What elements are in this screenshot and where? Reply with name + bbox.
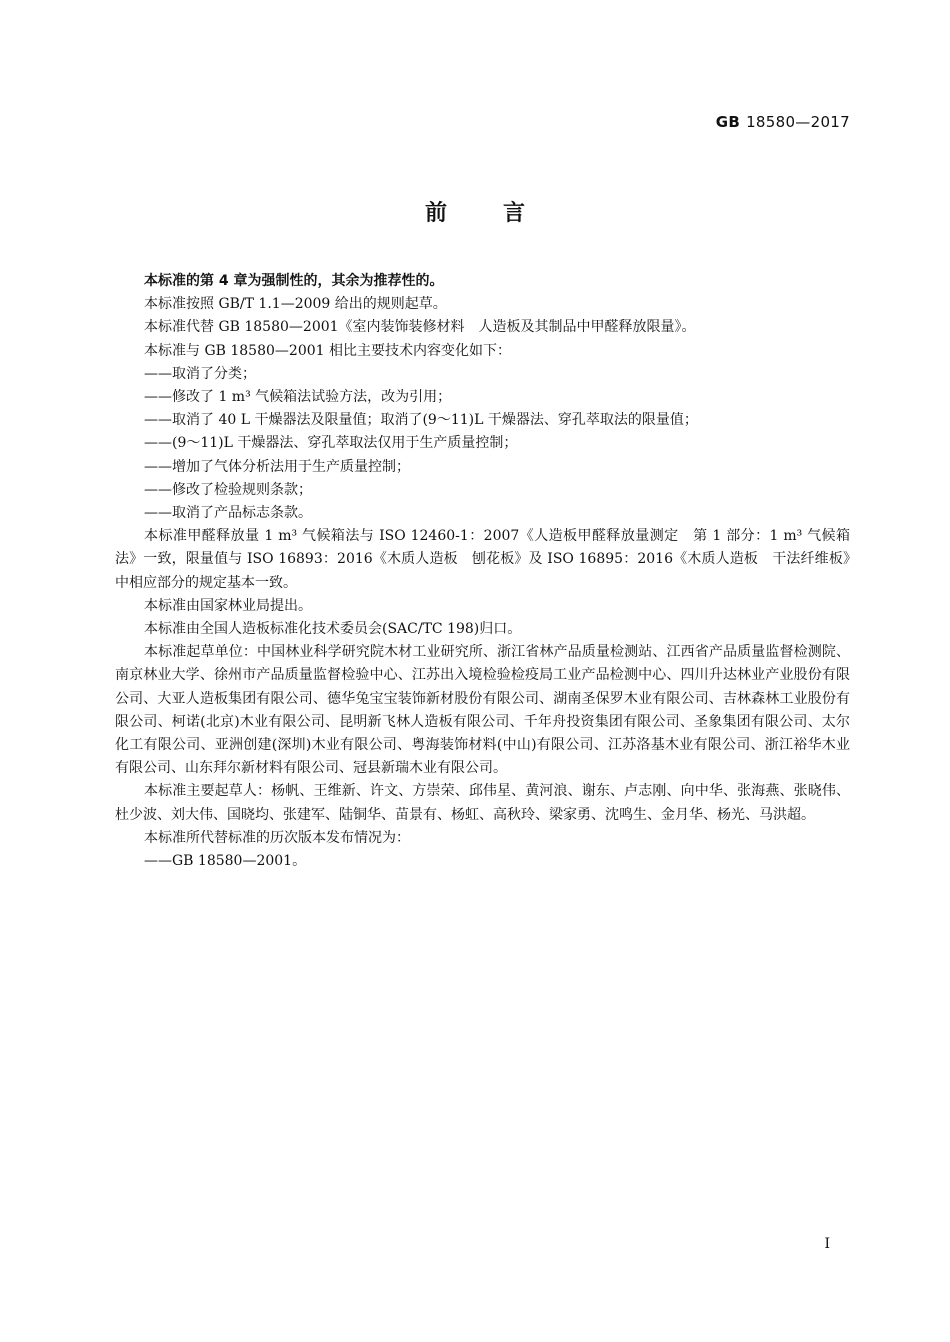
foreword-body [115, 270, 850, 873]
change-item: ——增加了气体分析法用于生产质量控制； [144, 458, 410, 475]
standard-number [716, 113, 850, 131]
drafters-paragraph: 本标准主要起草人：杨帆、王维新、许文、方崇荣、邱伟星、黄河浪、谢东、卢志刚、向中华、张海燕、张晓伟、杜少波、刘大伟、国晓均、张建军、陆铜华、苗景有、杨虹、高秋玲、梁家勇、沈鸣生、金月华、杨光、马洪超。 [115, 783, 850, 823]
change-item: ——取消了产品标志条款。 [144, 505, 312, 522]
iso-consistency-paragraph: 本标准甲醛释放量 1 m³ 气候箱法与 ISO 12460-1：2007《人造板甲醛释放量测定 第 1 部分：1 m³ 气候箱法》一致，限量值与 ISO 16893：2016《木质人造板 刨花板》及 ISO 16895：2016《木质人造板 干法纤维板》中相应部分的规定基本一致。 [115, 528, 850, 591]
drafting-rules-paragraph: 本标准按照 GB/T 1.1—2009 给出的规则起草。 [144, 296, 447, 313]
standard-code: 18580—2017 [746, 113, 850, 131]
centralized-by-paragraph: 本标准由全国人造板标准化技术委员会(SAC/TC 198)归口。 [144, 621, 522, 638]
history-item: ——GB 18580—2001。 [144, 853, 307, 870]
page-number: I [824, 1236, 830, 1252]
proposed-by-paragraph: 本标准由国家林业局提出。 [144, 597, 312, 614]
changes-intro: 本标准与 GB 18580—2001 相比主要技术内容变化如下： [144, 342, 511, 359]
drafting-units-paragraph: 本标准起草单位：中国林业科学研究院木材工业研究所、浙江省林产品质量检测站、江西省产品质量监督检测院、南京林业大学、徐州市产品质量监督检验中心、江苏出入境检验检疫局工业产品检测中心、四川升达林业产业股份有限公司、大亚人造板集团有限公司、德华兔宝宝装饰新材股份有限公司、湖南圣保罗木业有限公司、吉林森林工业股份有限公司、柯诺(北京)木业有限公司、昆明新飞林人造板有限公司、千年舟投资集团有限公司、圣象集团有限公司、太尔化工有限公司、亚洲创建(深圳)木业有限公司、粤海装饰材料(中山)有限公司、江苏洛基木业有限公司、浙江裕华木业有限公司、山东拜尔新材料有限公司、冠县新瑞木业有限公司。 [115, 644, 850, 777]
change-item: ——(9～11)L 干燥器法、穿孔萃取法仅用于生产质量控制； [144, 435, 518, 452]
page-title: 前言 [424, 201, 581, 226]
replaces-paragraph: 本标准代替 GB 18580—2001《室内装饰装修材料 人造板及其制品中甲醛释放限量》。 [144, 319, 696, 336]
change-item: ——修改了 1 m³ 气候箱法试验方法，改为引用； [144, 389, 452, 406]
change-item: ——修改了检验规则条款； [144, 481, 312, 498]
standard-prefix: GB [715, 113, 741, 131]
mandatory-statement: 本标准的第 4 章为强制性的，其余为推荐性的。 [144, 273, 444, 289]
change-item: ——取消了分类； [144, 365, 256, 382]
history-intro: 本标准所代替标准的历次版本发布情况为： [144, 829, 410, 846]
change-item: ——取消了 40 L 干燥器法及限量值；取消了(9～11)L 干燥器法、穿孔萃取法的限量值； [144, 412, 698, 429]
